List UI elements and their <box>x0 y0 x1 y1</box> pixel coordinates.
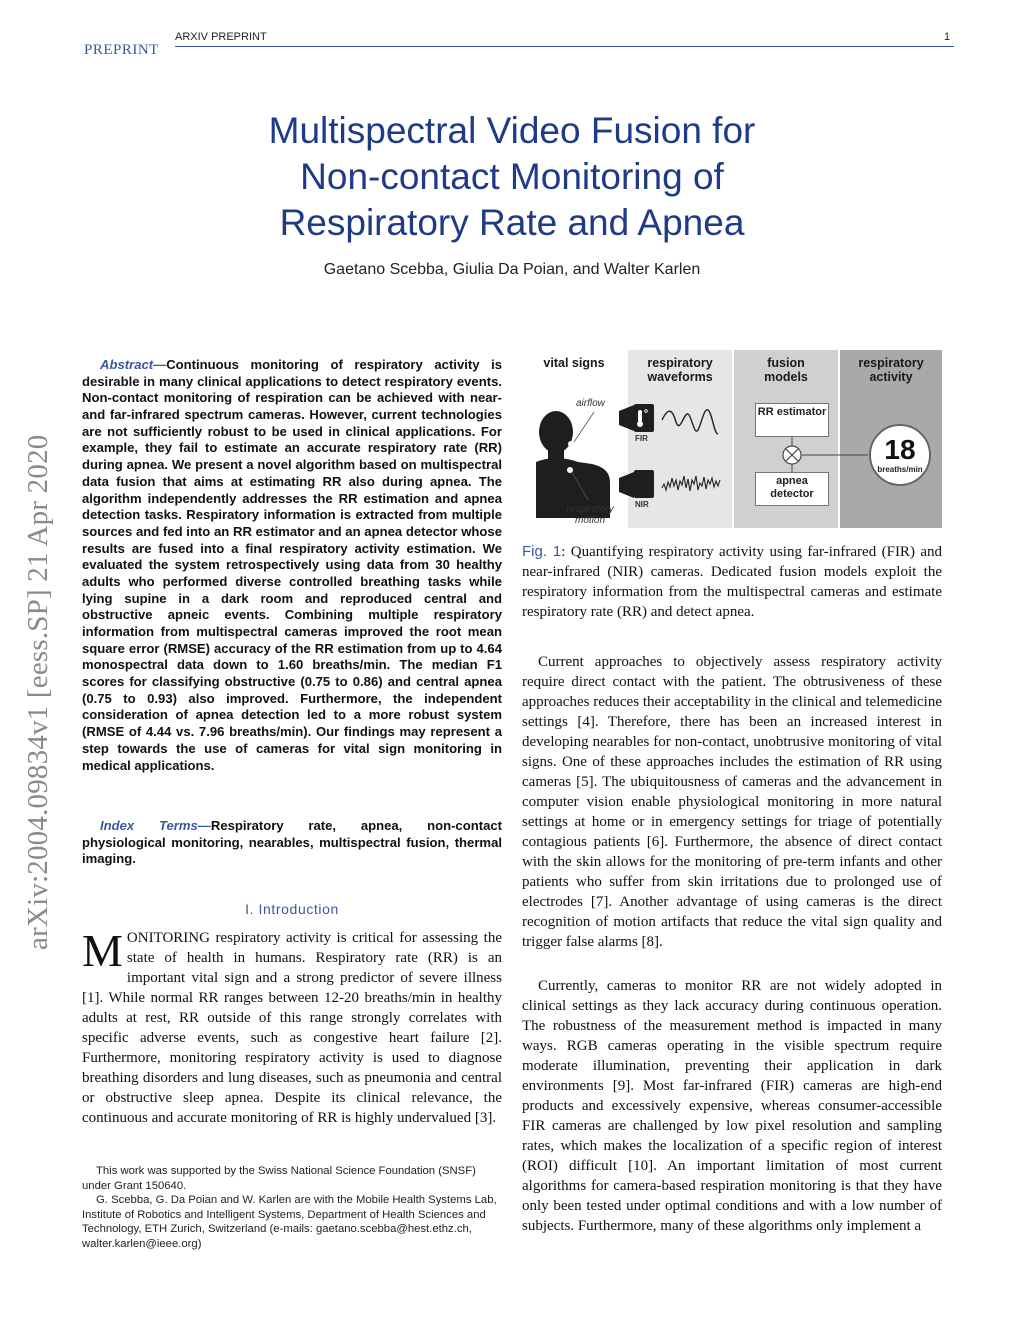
body-paragraph <box>522 652 942 952</box>
figure-column-title: respiratory activity <box>858 356 924 384</box>
fir-waveform <box>662 410 718 434</box>
preprint-watermark: PREPRINT <box>84 42 159 58</box>
arxiv-identifier-stamp: arXiv:2004.09834v1 [eess.SP] 21 Apr 2020 <box>22 434 54 950</box>
apnea-detector-box: apnea detector <box>755 472 829 506</box>
fusion-node-icon <box>783 446 801 464</box>
respiratory-rate-output <box>869 424 931 486</box>
fir-camera-icon <box>619 404 654 432</box>
output-unit: breaths/min <box>877 465 923 474</box>
nir-camera-icon <box>619 470 654 498</box>
figure-column-title: respiratory waveforms <box>647 356 713 384</box>
footnotes <box>82 1164 502 1251</box>
paper-title <box>180 108 844 246</box>
index-terms-label: Index Terms— <box>100 818 211 833</box>
paragraph-text: Currently, cameras to monitor RR are not widely adopted in clinical settings as they lack accuracy during continuous operation. The robustness of the measurement method is impacted in many ways. RGB cameras operating in the visible spectrum require moderate illumination, preventing their application in dark environments [9]. Most far-infrared (FIR) cameras are high-end products and excessively expensive, whereas consumer-accessible FIR cameras are challenged by low pixel resolution and sampling rates, which makes the localization of a specific region of interest (ROI) difficult [10]. An important limitation of most current algorithms for camera-based respiration monitoring is that they have only been tested under optimal conditions and with a low number of subjects. Furthermore, many of these algorithms only implement a <box>522 978 942 1234</box>
body-paragraph <box>522 976 942 1236</box>
title-line: Multispectral Video Fusion for <box>268 110 756 151</box>
index-terms <box>82 818 502 868</box>
author-list: Gaetano Scebba, Giulia Da Poian, and Walter Karlen <box>323 261 701 278</box>
fir-label: FIR <box>635 434 648 443</box>
airflow-label: airflow <box>576 398 605 409</box>
person-silhouette-icon <box>536 411 610 518</box>
rr-estimator-box: RR estimator <box>755 403 829 437</box>
index-terms-text: Respiratory rate, apnea, non-contact physiological monitoring, nearables, multispectral fusion, thermal imaging. <box>82 818 502 867</box>
figure-label: Fig. 1 <box>522 543 562 560</box>
footnote-funding: This work was supported by the Swiss National Science Foundation (SNSF) under Grant 150640. <box>82 1165 476 1192</box>
figure-caption <box>522 542 942 622</box>
introduction-paragraph <box>82 925 502 1128</box>
header-rule <box>175 46 954 47</box>
section-heading-introduction: I. Introduction <box>245 901 339 917</box>
airflow-pointer <box>574 412 594 442</box>
footnote-affiliation: G. Scebba, G. Da Poian and W. Karlen are with the Mobile Health Systems Lab, Institute of Robotics and Intelligent Systems, Department of Health Sciences and Technology, ETH Zurich, Switzerland (e-mails: gaetano.scebba@hest.ethz.ch, walter.karlen@ieee.org) <box>82 1194 497 1250</box>
abstract-text: Continuous monitoring of respiratory activity is desirable in many clinical applications to detect respiratory events. Non-contact monitoring of respiration can be achieved with near- and far-infrared spectrum cameras. However, current technologies are not sufficiently robust to be used in clinical applications. For example, they fail to estimate an accurate respiratory rate (RR) during apnea. We present a novel algorithm based on multispectral data fusion that aims at estimating RR also during apnea. The algorithm independently addresses the RR estimation and apnea detection tasks. Respiratory information is extracted from multiple sources and fed into an RR estimator and an apnea detector whose results are fused into a final respiratory activity estimation. We evaluated the system retrospectively using data from 30 healthy adults who performed diverse controlled breathing tasks while lying supine in a dark room and reproduced central and obstructive apneic events. Combining multiple respiratory information from multispectral cameras improved the root mean square error (RMSE) accuracy of the RR estimation from up to 4.64 monospectral data down to 1.60 breaths/min. The median F1 scores for classifying obstructive (0.75 to 0.86) and central apnea (0.75 to 0.93) also improved. Furthermore, the independent consideration of apnea detection led to a more robust system (RMSE of 4.44 vs. 7.96 breaths/min). Our findings may represent a step towards the use of cameras for vital sign monitoring in medical applications. <box>82 357 502 773</box>
title-line: Respiratory Rate and Apnea <box>279 202 745 243</box>
page-number: 1 <box>944 31 951 43</box>
respiratory-motion-label: respiratory motion <box>566 504 614 526</box>
figure-column-title: vital signs <box>543 356 605 370</box>
paragraph-text: Current approaches to objectively assess respiratory activity require direct contact with the patient. The obtrusiveness of these approaches reduces their acceptability in the clinical and telemedicine settings [4]. Therefore, there has been an increased interest in developing nearables for non-contact, unobtrusive monitoring of vital signs. One of these approaches includes the estimation of RR using cameras [5]. The ubiquitousness of cameras and the advancement in computer vision enable physiological monitoring in more natural settings at home or in emergency settings for triage of potentially contagious patients [6]. Furthermore, the absence of direct contact with the skin allows for the monitoring of pre-term infants and other patients who suffer from skin irritations due to prolonged use of electrodes [7]. Another advantage of using cameras is the direct recognition of motion artifacts that reduce the vital sign quality and trigger false alarms [8]. <box>522 654 942 950</box>
nir-waveform <box>662 476 720 491</box>
drop-cap: M <box>82 925 123 976</box>
nir-label: NIR <box>635 500 649 509</box>
output-value: 18 <box>884 434 916 465</box>
title-line: Non-contact Monitoring of <box>300 156 724 197</box>
introduction-text: ONITORING respiratory activity is critical for assessing the state of health in humans. Respiratory rate (RR) is an important vital sign and a strong predictor of severe illness [1]. While normal RR ranges between 12-20 breaths/min in healthy adults at rest, RR outside of this range strongly correlates with specific adverse events, such as congestive heart failure [2]. Furthermore, monitoring respiratory activity is used to diagnose breathing disorders and lung diseases, such as pneumonia and central or obstructive sleep apnea. Despite its clinical relevance, the continuous and accurate monitoring of RR is highly undervalued [3]. <box>82 930 502 1126</box>
figure-column-title: fusion models <box>764 356 808 384</box>
caption-text: : Quantifying respiratory activity using far-infrared (FIR) and near-infrared (NIR) cameras. Dedicated fusion models exploit the respiratory information from the multispectral cameras and estimate respiratory rate (RR) and detect apnea. <box>522 544 943 620</box>
running-head: ARXIV PREPRINT <box>175 31 267 43</box>
abstract <box>82 357 502 774</box>
abstract-label: Abstract— <box>100 357 167 372</box>
